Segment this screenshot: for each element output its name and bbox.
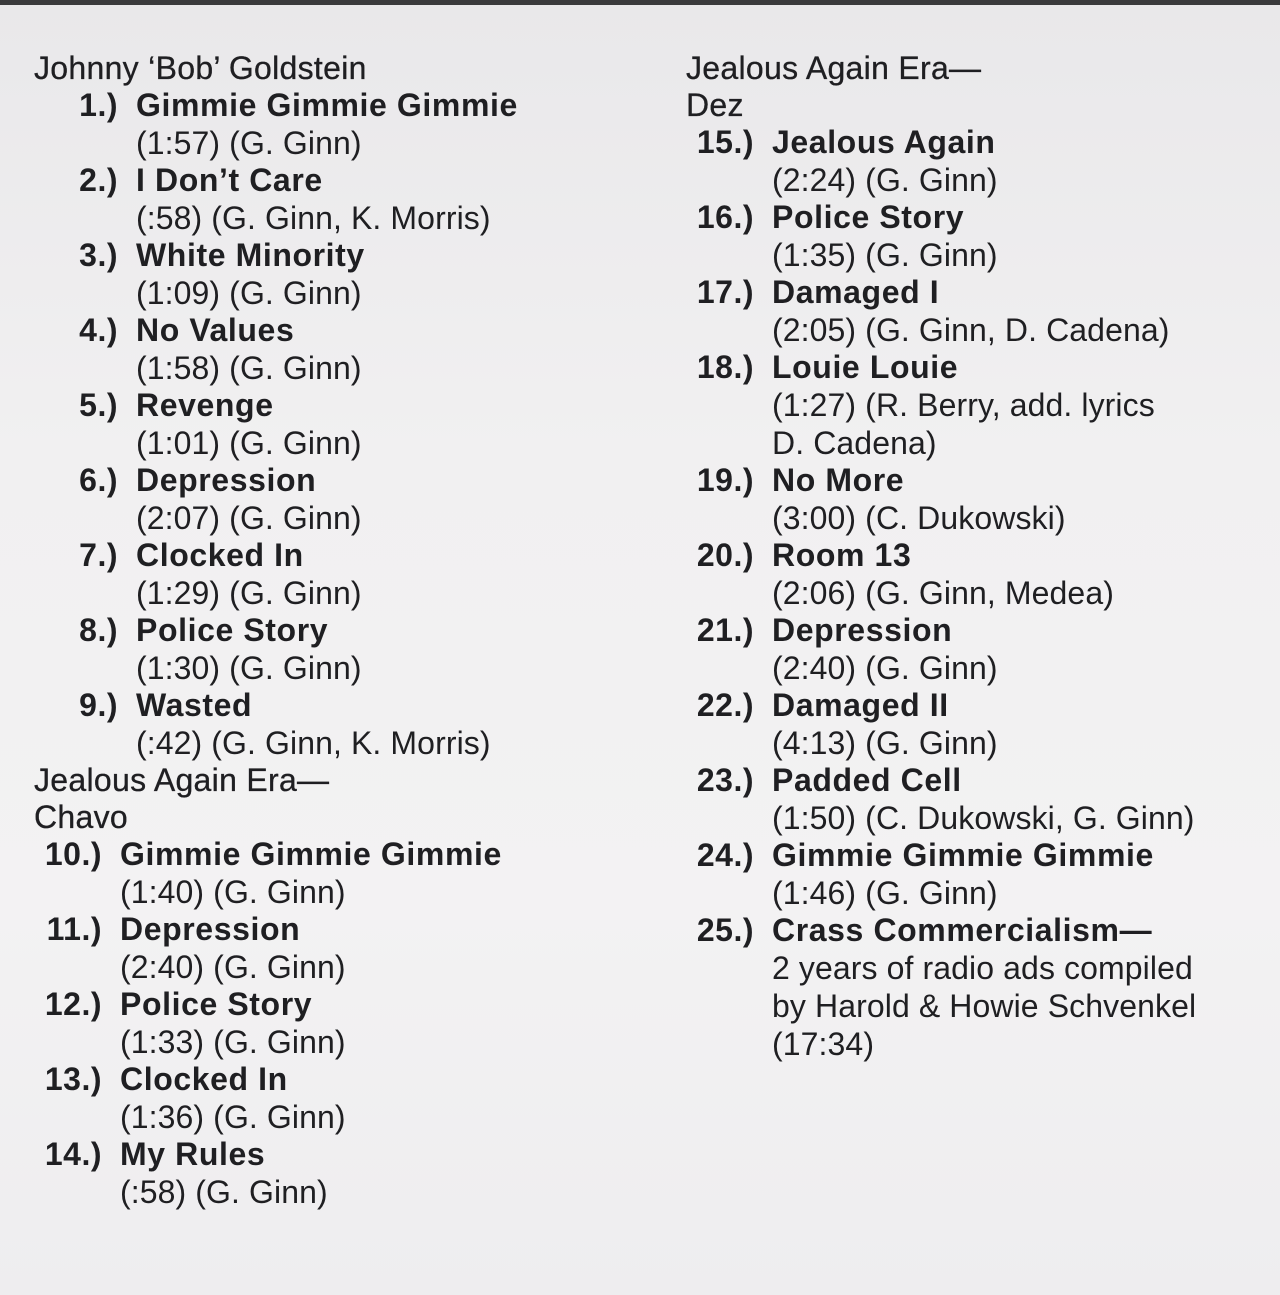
section-heading: Johnny ‘Bob’ Goldstein xyxy=(34,50,367,86)
track-number: 22.) xyxy=(696,687,754,723)
track-title: No Values xyxy=(136,312,295,348)
track-credit: (2:24) (G. Ginn) xyxy=(772,162,998,198)
page-top-edge xyxy=(0,0,1280,5)
track-credit: (1:27) (R. Berry, add. lyrics D. Cadena) xyxy=(772,387,1155,461)
track-credit: (2:40) (G. Ginn) xyxy=(120,949,346,985)
track-number: 18.) xyxy=(696,349,754,385)
left-column xyxy=(34,50,634,1211)
track-number: 25.) xyxy=(696,912,754,948)
track-credit: (1:01) (G. Ginn) xyxy=(136,425,362,461)
track-credit: (1:36) (G. Ginn) xyxy=(120,1099,346,1135)
track-credit: (1:40) (G. Ginn) xyxy=(120,874,346,910)
track-item xyxy=(34,237,634,312)
track-number: 6.) xyxy=(79,462,118,498)
track-title: Wasted xyxy=(136,687,253,723)
track-item xyxy=(34,312,634,387)
track-item xyxy=(686,537,1266,612)
track-title: Depression xyxy=(120,911,301,947)
track-number: 20.) xyxy=(696,537,754,573)
track-title: Gimmie Gimmie Gimmie xyxy=(136,87,518,123)
track-title: I Don’t Care xyxy=(136,162,323,198)
track-number: 17.) xyxy=(696,274,754,310)
track-item xyxy=(34,462,634,537)
track-number: 1.) xyxy=(79,87,118,123)
track-item xyxy=(34,1136,634,1211)
track-number: 19.) xyxy=(696,462,754,498)
track-number: 23.) xyxy=(696,762,754,798)
track-item xyxy=(686,762,1266,837)
track-number: 8.) xyxy=(79,612,118,648)
track-item xyxy=(34,986,634,1061)
track-credit: (1:35) (G. Ginn) xyxy=(772,237,998,273)
track-number: 24.) xyxy=(696,837,754,873)
track-item xyxy=(34,1061,634,1136)
track-item xyxy=(34,911,634,986)
track-title: Depression xyxy=(772,612,953,648)
track-credit: (2:07) (G. Ginn) xyxy=(136,500,362,536)
track-title: My Rules xyxy=(120,1136,266,1172)
track-title: Depression xyxy=(136,462,317,498)
track-item xyxy=(686,274,1266,349)
track-credit: (2:40) (G. Ginn) xyxy=(772,650,998,686)
track-credit: (2:06) (G. Ginn, Medea) xyxy=(772,575,1114,611)
track-title: Gimmie Gimmie Gimmie xyxy=(120,836,502,872)
track-number: 11.) xyxy=(46,911,102,947)
track-title: Crass Commercialism— xyxy=(772,912,1153,948)
track-title: Jealous Again xyxy=(772,124,996,160)
track-number: 21.) xyxy=(696,612,754,648)
track-credit: (:58) (G. Ginn, K. Morris) xyxy=(136,200,491,236)
track-credit: (3:00) (C. Dukowski) xyxy=(772,500,1066,536)
track-title: Gimmie Gimmie Gimmie xyxy=(772,837,1154,873)
track-credit: (2:05) (G. Ginn, D. Cadena) xyxy=(772,312,1170,348)
right-column xyxy=(686,50,1266,1063)
track-number: 14.) xyxy=(44,1136,102,1172)
track-item xyxy=(34,687,634,762)
track-number: 13.) xyxy=(44,1061,102,1097)
track-item xyxy=(34,836,634,911)
track-title: No More xyxy=(772,462,905,498)
track-title: Police Story xyxy=(772,199,965,235)
track-credit: (:58) (G. Ginn) xyxy=(120,1174,328,1210)
track-credit: (1:30) (G. Ginn) xyxy=(136,650,362,686)
track-number: 2.) xyxy=(79,162,118,198)
track-number: 9.) xyxy=(79,687,118,723)
track-title: Damaged II xyxy=(772,687,949,723)
track-number: 10.) xyxy=(44,836,102,872)
track-item xyxy=(34,537,634,612)
track-title: Damaged I xyxy=(772,274,940,310)
track-item xyxy=(686,837,1266,912)
track-title: Room 13 xyxy=(772,537,912,573)
track-number: 15.) xyxy=(696,124,754,160)
track-item xyxy=(686,912,1266,1063)
track-number: 3.) xyxy=(79,237,118,273)
track-title: Clocked In xyxy=(120,1061,288,1097)
track-credit: (1:57) (G. Ginn) xyxy=(136,125,362,161)
track-credit: (1:29) (G. Ginn) xyxy=(136,575,362,611)
track-item xyxy=(686,687,1266,762)
track-item xyxy=(686,124,1266,199)
track-title: White Minority xyxy=(136,237,365,273)
track-credit: (1:33) (G. Ginn) xyxy=(120,1024,346,1060)
section-heading: Jealous Again Era— Chavo xyxy=(34,762,330,835)
track-credit: (1:58) (G. Ginn) xyxy=(136,350,362,386)
track-title: Padded Cell xyxy=(772,762,962,798)
track-credit: (4:13) (G. Ginn) xyxy=(772,725,998,761)
track-number: 7.) xyxy=(79,537,118,573)
track-item xyxy=(34,87,634,162)
track-number: 12.) xyxy=(44,986,102,1022)
track-title: Police Story xyxy=(120,986,313,1022)
track-item xyxy=(686,462,1266,537)
track-item xyxy=(686,199,1266,274)
track-title: Clocked In xyxy=(136,537,304,573)
track-credit: (1:50) (C. Dukowski, G. Ginn) xyxy=(772,800,1195,836)
track-item xyxy=(34,612,634,687)
track-number: 5.) xyxy=(79,387,118,423)
track-item xyxy=(34,387,634,462)
track-credit: 2 years of radio ads compiled by Harold & Howie Schvenkel (17:34) xyxy=(772,950,1197,1062)
track-title: Louie Louie xyxy=(772,349,959,385)
track-number: 16.) xyxy=(696,199,754,235)
track-item xyxy=(686,612,1266,687)
track-number: 4.) xyxy=(79,312,118,348)
track-credit: (:42) (G. Ginn, K. Morris) xyxy=(136,725,491,761)
track-credit: (1:46) (G. Ginn) xyxy=(772,875,998,911)
track-item xyxy=(686,349,1266,462)
track-item xyxy=(34,162,634,237)
track-title: Revenge xyxy=(136,387,274,423)
track-credit: (1:09) (G. Ginn) xyxy=(136,275,362,311)
track-title: Police Story xyxy=(136,612,329,648)
section-heading: Jealous Again Era— Dez xyxy=(686,50,982,123)
